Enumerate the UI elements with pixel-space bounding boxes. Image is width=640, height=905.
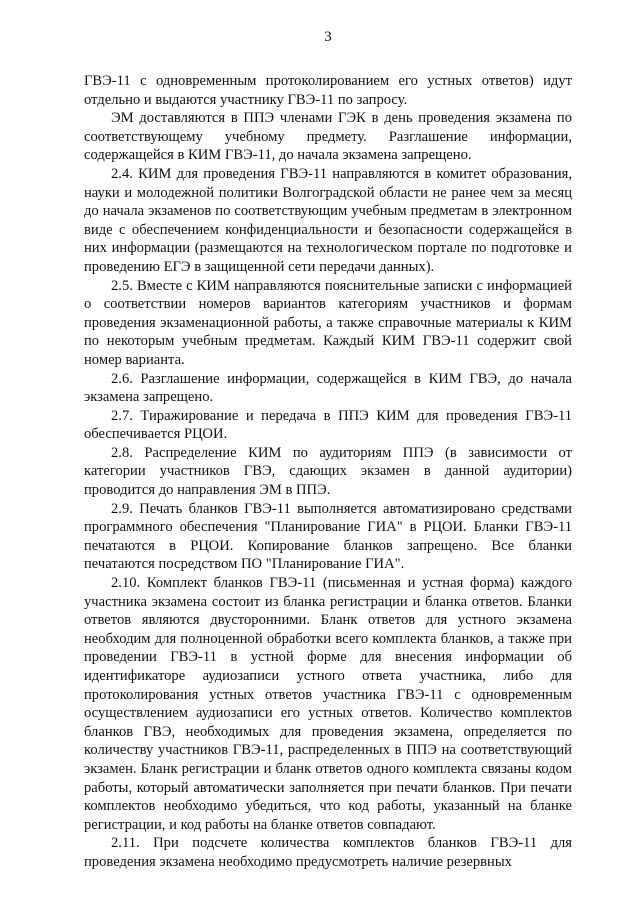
- paragraph-2-8: 2.8. Распределение КИМ по аудиториям ППЭ (в зависимости от категории участников ГВЭ, сдающих экзамен в данной аудитории) проводится до направления ЭМ в ППЭ.: [84, 444, 572, 499]
- paragraph-2-5: 2.5. Вместе с КИМ направляются пояснительные записки с информацией о соответствии номеров вариантов категориям участников и формам проведения экзаменационной работы, а также справочные материалы к КИМ по некоторым учебным предметам. Каждый КИМ ГВЭ-11 содержит свой номер варианта.: [84, 277, 572, 368]
- paragraph-2-4: 2.4. КИМ для проведения ГВЭ-11 направляются в комитет образования, науки и молодежной политики Волгоградской области не ранее чем за месяц до начала экзаменов по соответствующим учебным предметам в электронном виде с обеспечением конфиденциальности и безопасности содержащейся в них информации (размещаются на технологическом портале по подготовке и проведению ЕГЭ в защищенной сети передачи данных).: [84, 165, 572, 275]
- paragraph-2-6: 2.6. Разглашение информации, содержащейся в КИМ ГВЭ, до начала экзамена запрещено.: [84, 370, 572, 406]
- paragraph-2-11: 2.11. При подсчете количества комплектов бланков ГВЭ-11 для проведения экзамена необходимо предусмотреть наличие резервных: [84, 835, 572, 870]
- paragraph-2-9: 2.9. Печать бланков ГВЭ-11 выполняется автоматизировано средствами программного обеспечения "Планирование ГИА" в РЦОИ. Бланки ГВЭ-11 печатаются в РЦОИ. Копирование бланков запрещено. Все бланки печатаются посредством ПО "Планирование ГИА".: [84, 500, 572, 573]
- paragraph-em-delivery: ЭМ доставляются в ППЭ членами ГЭК в день проведения экзамена по соответствующему учебному предмету. Разглашение информации, содержащейся в КИМ ГВЭ-11, до начала экзамена запрещено.: [84, 110, 572, 164]
- page-number: 3: [324, 29, 332, 45]
- paragraph-continuation: ГВЭ-11 с одновременным протоколированием его устных ответов) идут отдельно и выдаются участнику ГВЭ-11 по запросу.: [84, 73, 572, 108]
- document-body: [84, 72, 572, 872]
- paragraph-2-10: 2.10. Комплект бланков ГВЭ-11 (письменная и устная форма) каждого участника экзамена состоит из бланка регистрации и бланка ответов. Бланки ответов являются двусторонними. Бланк ответов для устного экзамена необходим для полноценной обработки всего комплекта бланков, а также при проведении ГВЭ-11 в устной форме для внесения информации об идентификаторе аудиозаписи устного ответа участника, либо для протоколирования устных ответов участника ГВЭ-11 с одновременным осуществлением аудиозаписи его устных ответов. Количество комплектов бланков ГВЭ, необходимых для проведения экзамена, определяется по количеству участников ГВЭ-11, распределенных в ППЭ на соответствующий экзамен. Бланк регистрации и бланк ответов одного комплекта связаны кодом работы, который автоматически заполняется при печати бланков. При печати комплектов необходимо убедиться, что код работы, указанный на бланке регистрации, и код работы на бланке ответов совпадают.: [84, 575, 572, 833]
- paragraph-2-7: 2.7. Тиражирование и передача в ППЭ КИМ для проведения ГВЭ-11 обеспечивается РЦОИ.: [84, 407, 572, 443]
